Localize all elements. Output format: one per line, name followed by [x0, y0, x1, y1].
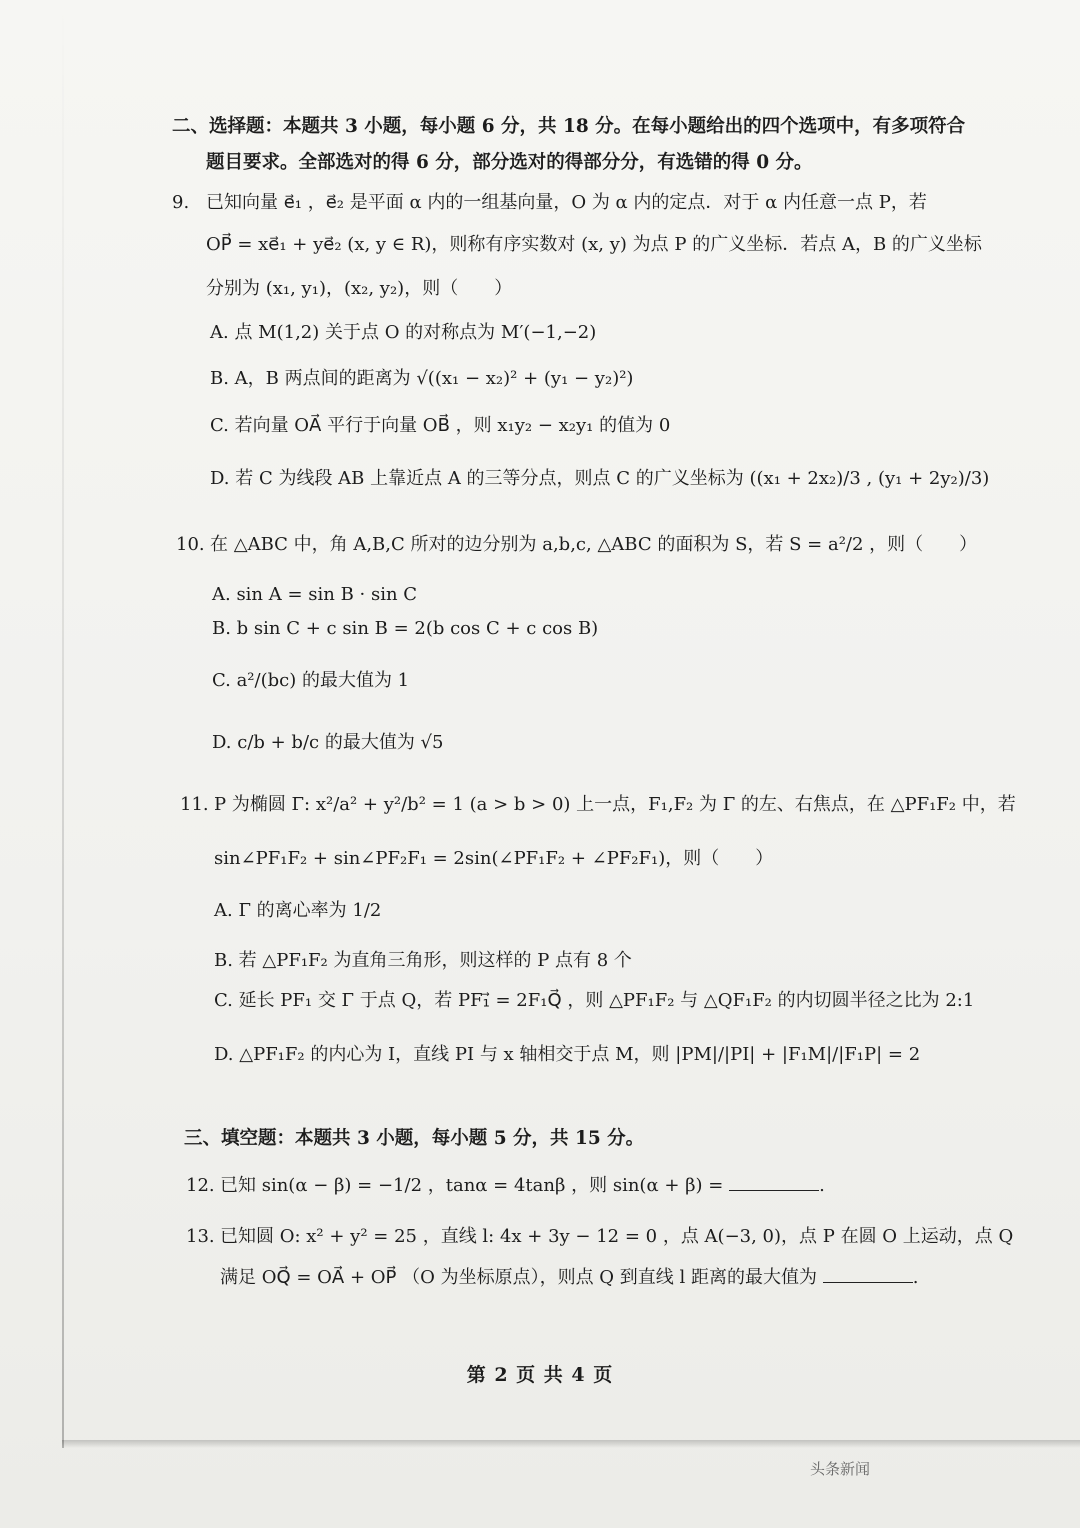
q9-line2: OP⃗ = xe⃗₁ + ye⃗₂ (x, y ∈ R)，则称有序实数对 (x, y) 为点 P 的广义坐标．若点 A，B 的广义坐标	[206, 234, 982, 255]
section3-title: 三、填空题：本题共 3 小题，每小题 5 分，共 15 分。	[184, 1128, 645, 1149]
q13-answer-blank[interactable]	[823, 1264, 913, 1283]
q10-number: 10.	[176, 534, 205, 555]
q9-option-b: B. A，B 两点间的距离为 √((x₁ − x₂)² + (y₁ − y₂)²)	[210, 368, 634, 389]
q12-stem: 已知 sin(α − β) = −1/2 ，tanα = 4tanβ ，则 sin(α + β) =	[220, 1175, 724, 1196]
q9-line3: 分别为 (x₁, y₁)，(x₂, y₂)，则（ ）	[206, 278, 513, 299]
q10-stem: 在 △ABC 中，角 A,B,C 所对的边分别为 a,b,c, △ABC 的面积为 S，若 S = a²/2 ，则（ ）	[210, 534, 978, 555]
q13-number: 13.	[186, 1226, 215, 1247]
q11-line2: sin∠PF₁F₂ + sin∠PF₂F₁ = 2sin(∠PF₁F₂ + ∠PF₂F₁)，则（ ）	[214, 848, 774, 869]
q11-stem-1: P 为椭圆 Γ: x²/a² + y²/b² = 1 (a > b > 0) 上一点，F₁,F₂ 为 Γ 的左、右焦点，在 △PF₁F₂ 中，若	[214, 794, 1016, 815]
q11-line1	[180, 792, 1016, 818]
q13-stem-1: 已知圆 O: x² + y² = 25 ，直线 l: 4x + 3y − 12 = 0 ，点 A(−3, 0)，点 P 在圆 O 上运动，点 Q	[220, 1226, 1014, 1247]
watermark-crop	[810, 1460, 871, 1478]
q11-option-c: C. 延长 PF₁ 交 Γ 于点 Q，若 PF₁⃗ = 2F₁Q⃗ ，则 △PF₁F₂ 与 △QF₁F₂ 的内切圆半径之比为 2:1	[214, 990, 975, 1011]
q13-line1	[186, 1224, 1013, 1250]
q10-option-d: D. c/b + b/c 的最大值为 √5	[212, 732, 444, 753]
q9-line1	[172, 190, 927, 216]
section2-title-line2: 题目要求。全部选对的得 6 分，部分选对的得部分分，有选错的得 0 分。	[206, 152, 813, 173]
q11-option-b: B. 若 △PF₁F₂ 为直角三角形，则这样的 P 点有 8 个	[214, 950, 632, 971]
q9-option-c: C. 若向量 OA⃗ 平行于向量 OB⃗ ，则 x₁y₂ − x₂y₁ 的值为 0	[210, 415, 671, 436]
q9-option-d: D. 若 C 为线段 AB 上靠近点 A 的三等分点，则点 C 的广义坐标为 ((x₁ + 2x₂)/3 , (y₁ + 2y₂)/3)	[210, 468, 990, 489]
q10-option-b: B. b sin C + c sin B = 2(b cos C + c cos B)	[212, 618, 599, 639]
q11-number: 11.	[180, 794, 209, 815]
q11-option-a: A. Γ 的离心率为 1/2	[214, 900, 382, 921]
q10-option-a: A. sin A = sin B · sin C	[212, 584, 418, 605]
q13-line2	[220, 1264, 918, 1291]
q10-option-c: C. a²/(bc) 的最大值为 1	[212, 670, 410, 691]
q12-answer-blank[interactable]	[729, 1172, 819, 1191]
q9-option-a: A. 点 M(1,2) 关于点 O 的对称点为 M′(−1,−2)	[210, 322, 597, 343]
q10-line1	[176, 532, 977, 558]
watermark-text: 头条新闻	[810, 1460, 871, 1478]
q12-end: .	[819, 1175, 825, 1196]
q13-stem-2: 满足 OQ⃗ = OA⃗ + OP⃗ （O 为坐标原点），则点 Q 到直线 l 距离的最大值为	[220, 1267, 817, 1288]
scan-edge-shadow	[62, 1440, 1080, 1448]
q12-number: 12.	[186, 1175, 215, 1196]
q12-line	[186, 1172, 825, 1199]
q13-end: .	[912, 1267, 919, 1288]
section2-title-line1: 二、选择题：本题共 3 小题，每小题 6 分，共 18 分。在每小题给出的四个选项中，有多项符合	[172, 116, 966, 137]
q11-option-d: D. △PF₁F₂ 的内心为 I，直线 PI 与 x 轴相交于点 M，则 |PM|/|PI| + |F₁M|/|F₁P| = 2	[214, 1044, 921, 1065]
page-footer: 第 2 页 共 4 页	[466, 1364, 614, 1386]
q9-stem-1: 已知向量 e⃗₁ ，e⃗₂ 是平面 α 内的一组基向量，O 为 α 内的定点．对于 α 内任意一点 P，若	[206, 192, 927, 213]
q9-number: 9.	[172, 192, 190, 213]
